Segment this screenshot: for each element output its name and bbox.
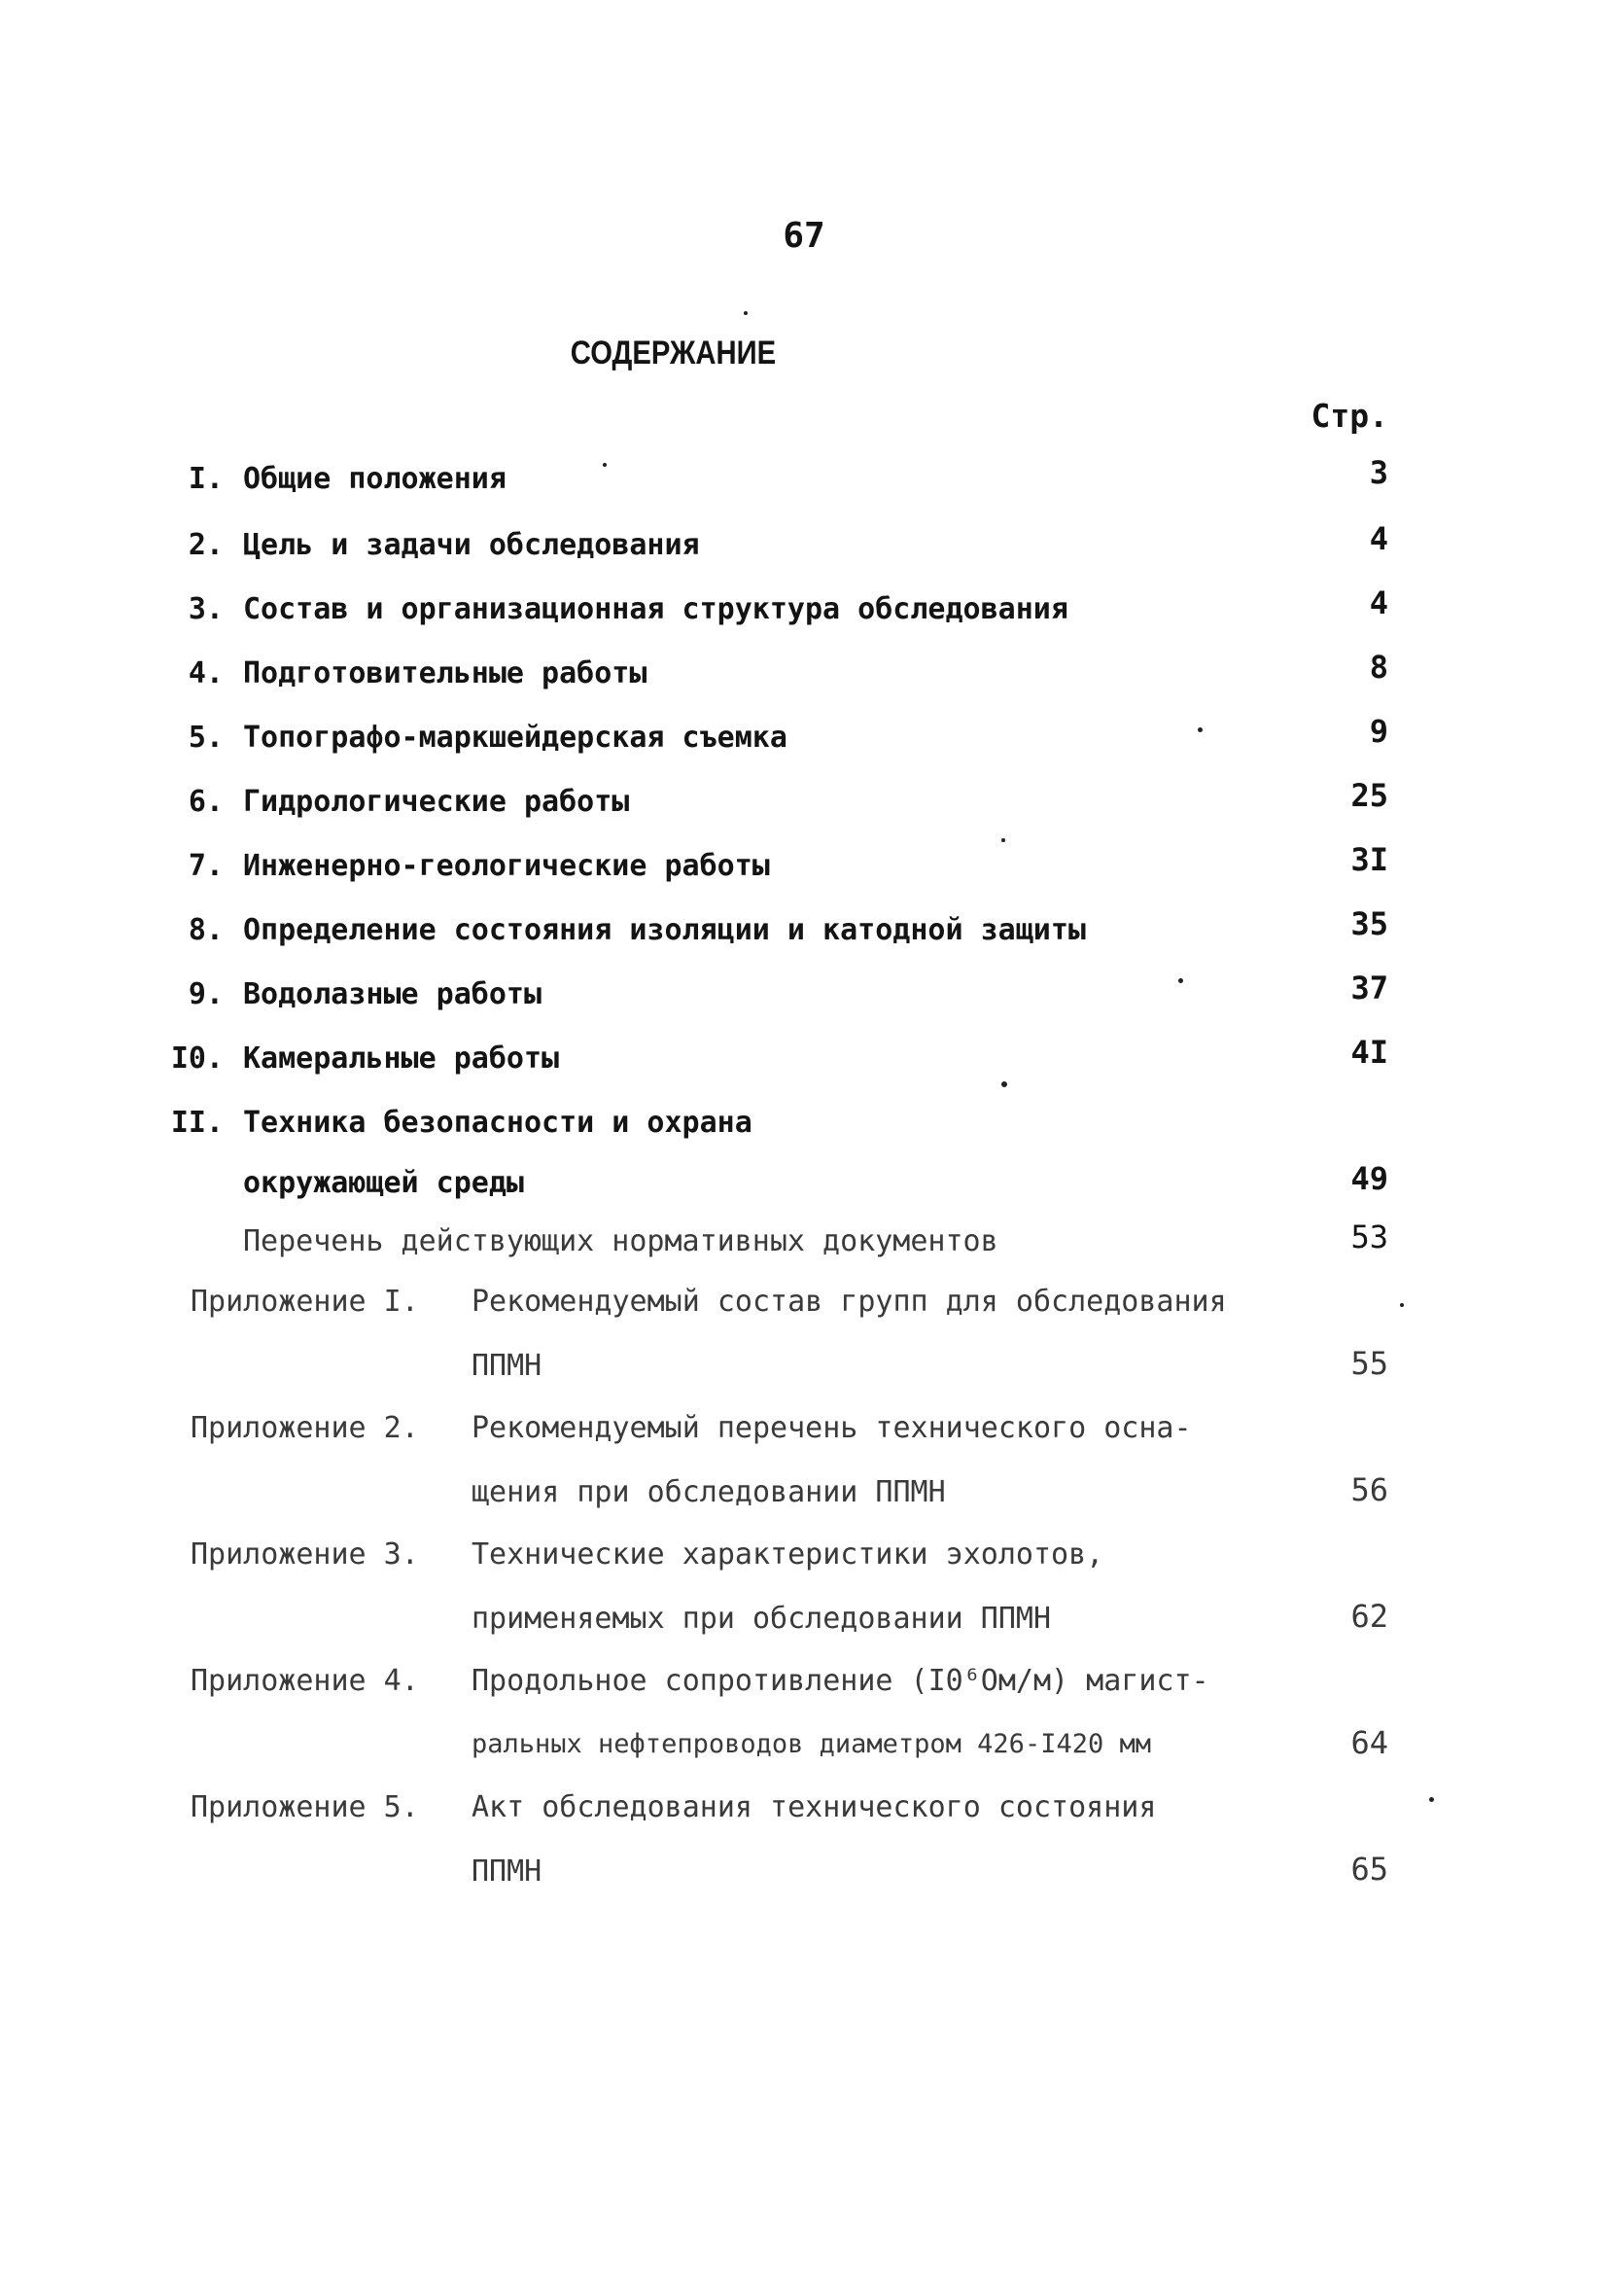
toc-entry-title: Подготовительные работы <box>243 656 647 690</box>
scan-speck <box>1178 978 1183 983</box>
toc-entry-title: Водолазные работы <box>243 977 542 1011</box>
toc-entry-title: Определение состояния изоляции и катодной защиты <box>243 913 1086 947</box>
toc-entry-number: 5. <box>188 721 224 755</box>
scan-speck <box>744 311 748 315</box>
toc-entry-number: 2. <box>188 528 224 562</box>
page-column-header: Стр. <box>1311 397 1388 435</box>
appendix-title: Продольное сопротивление (I0⁶Ом/м) магист- <box>472 1664 1209 1698</box>
toc-entry-title-continued: окружающей среды <box>243 1166 524 1200</box>
appendix-label: Приложение 3. <box>191 1537 419 1572</box>
toc-entry-page: 3I <box>1350 841 1388 878</box>
scan-speck <box>1400 1303 1404 1307</box>
toc-entry-page: 9 <box>1369 713 1388 750</box>
appendix-label: Приложение 5. <box>191 1790 419 1824</box>
appendix-page: 55 <box>1350 1345 1388 1382</box>
appendix-title-continued: ППМН <box>472 1349 542 1383</box>
appendix-title: Технические характеристики эхолотов, <box>472 1537 1104 1572</box>
toc-entry-number: 9. <box>188 977 224 1011</box>
appendix-label: Приложение 4. <box>191 1664 419 1698</box>
appendix-title: Акт обследования технического состояния <box>472 1790 1157 1824</box>
toc-entry-page: 49 <box>1350 1160 1388 1197</box>
toc-entry-title: Техника безопасности и охрана <box>243 1106 752 1140</box>
appendix-page: 64 <box>1350 1724 1388 1761</box>
toc-entry-page: 4 <box>1369 520 1388 557</box>
appendix-page: 65 <box>1350 1851 1388 1888</box>
toc-entry-number: II. <box>170 1106 224 1140</box>
toc-entry-title: Состав и организационная структура обследования <box>243 592 1068 626</box>
toc-entry-number: 3. <box>188 592 224 626</box>
toc-entry-title: Топографо-маркшейдерская съемка <box>243 721 787 755</box>
scan-speck <box>1429 1797 1434 1802</box>
page-number: 67 <box>783 216 825 256</box>
toc-entry-page: 4I <box>1350 1034 1388 1071</box>
scan-speck <box>603 463 607 467</box>
toc-entry-title: Цель и задачи обследования <box>243 528 700 562</box>
appendix-title-continued: щения при обследовании ППМН <box>472 1475 946 1509</box>
toc-entry-number: 6. <box>188 785 224 819</box>
appendix-title-continued: ППМН <box>472 1854 542 1889</box>
toc-entry-page: 35 <box>1350 905 1388 942</box>
toc-entry-number: I. <box>188 462 224 496</box>
toc-entry-number: 7. <box>188 849 224 883</box>
toc-entry-page: 37 <box>1350 970 1388 1007</box>
scan-speck <box>1001 838 1005 842</box>
toc-entry-title: Инженерно-геологические работы <box>243 849 770 883</box>
appendix-label: Приложение 2. <box>191 1411 419 1445</box>
toc-entry-number: 8. <box>188 913 224 947</box>
toc-entry-title: Общие положения <box>243 462 507 496</box>
appendix-title: Рекомендуемый перечень технического осна- <box>472 1411 1192 1445</box>
appendix-page: 56 <box>1350 1471 1388 1508</box>
appendix-title: Рекомендуемый состав групп для обследования <box>472 1285 1227 1319</box>
appendix-page: 62 <box>1350 1598 1388 1635</box>
scan-speck <box>1001 1081 1007 1087</box>
appendix-label: Приложение I. <box>191 1285 419 1319</box>
appendix-title-continued: ральных нефтепроводов диаметром 426-I420 мм <box>472 1729 1151 1759</box>
normative-docs-title: Перечень действующих нормативных документов <box>243 1224 998 1258</box>
normative-docs-page: 53 <box>1350 1219 1388 1255</box>
toc-entry-number: I0. <box>170 1042 224 1076</box>
toc-entry-page: 8 <box>1369 649 1388 686</box>
toc-entry-page: 4 <box>1369 584 1388 621</box>
toc-entry-title: Камеральные работы <box>243 1042 560 1076</box>
toc-entry-page: 25 <box>1350 777 1388 814</box>
toc-entry-title: Гидрологические работы <box>243 785 630 819</box>
page-title: СОДЕРЖАНИЕ <box>570 335 777 371</box>
appendix-title-continued: применяемых при обследовании ППМН <box>472 1602 1052 1636</box>
scan-speck <box>1198 727 1203 732</box>
toc-entry-page: 3 <box>1369 454 1388 491</box>
toc-entry-number: 4. <box>188 656 224 690</box>
